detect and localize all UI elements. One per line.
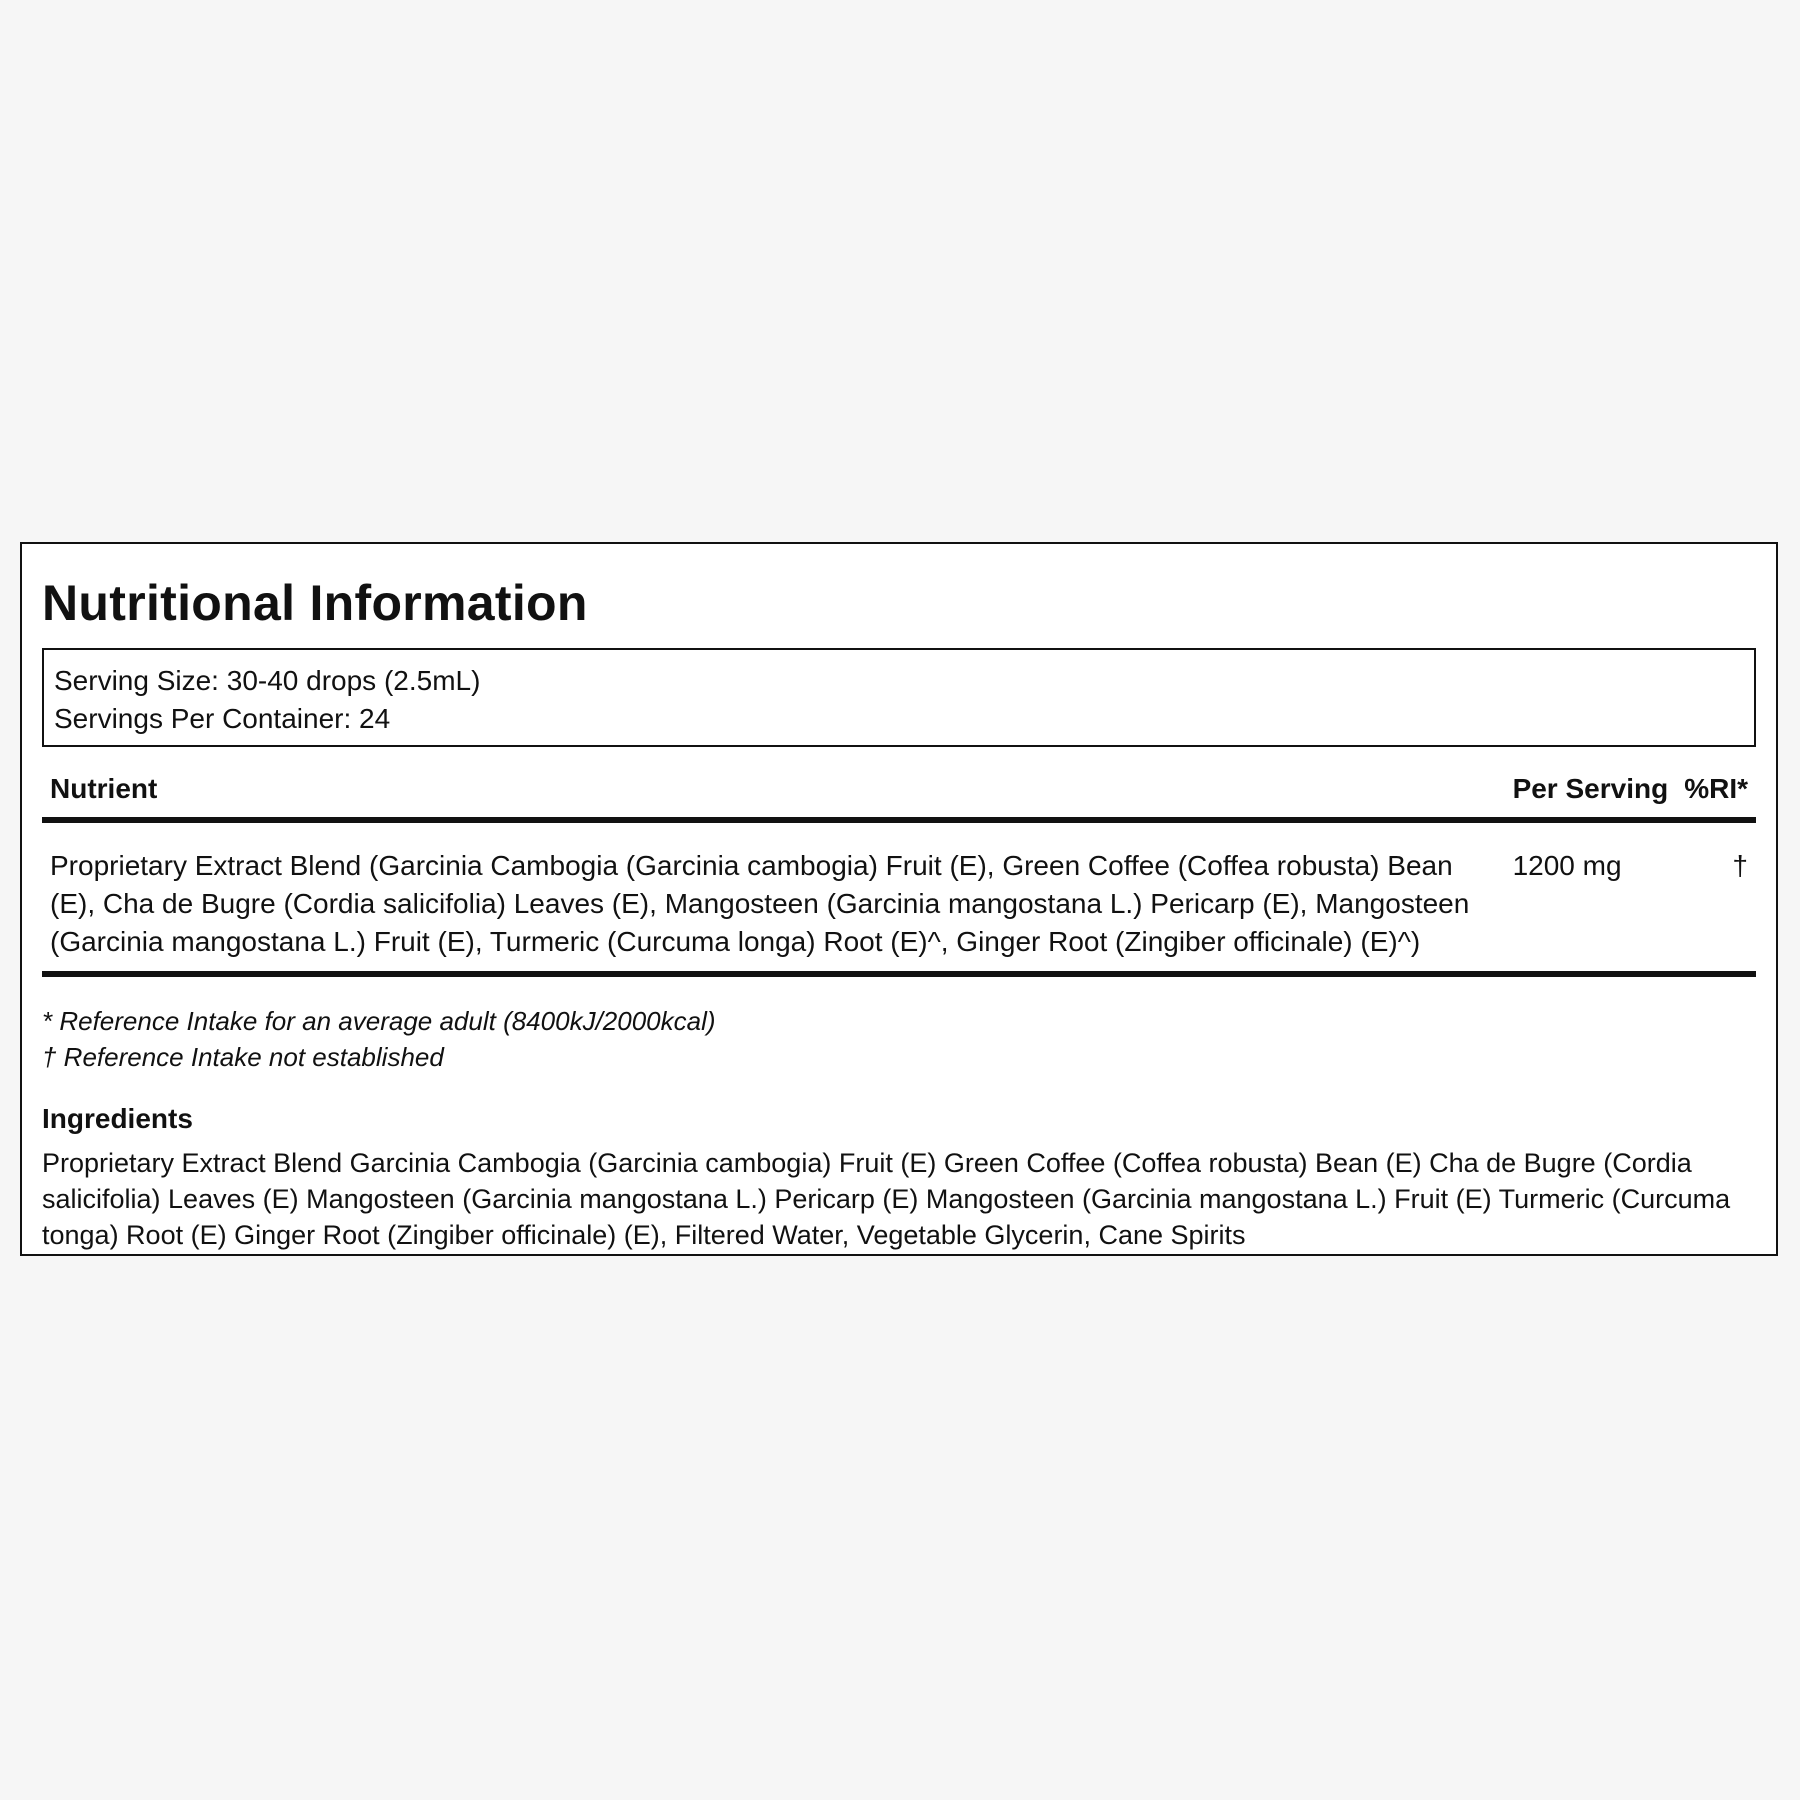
- ri-cell: †: [1676, 820, 1756, 974]
- serving-info-box: [42, 648, 1756, 747]
- footnote-not-established: † Reference Intake not established: [42, 1042, 444, 1072]
- nutrition-panel: [20, 542, 1778, 1256]
- servings-per-container: Servings Per Container: 24: [54, 703, 391, 734]
- footnote-reference-intake: * Reference Intake for an average adult (8400kJ/2000kcal): [42, 1006, 716, 1036]
- ingredients-heading: Ingredients: [42, 1103, 193, 1134]
- serving-size: Serving Size: 30-40 drops (2.5mL): [54, 665, 481, 696]
- footnotes: [42, 1003, 1756, 1075]
- nutrient-name-cell: Proprietary Extract Blend (Garcinia Cambogia (Garcinia cambogia) Fruit (E), Green Coffee (Coffea robusta) Bean (E), Cha de Bugre (Cordia salicifolia) Leaves (E), Mangosteen (Garcinia mangostana L.) Pericarp (E), Mangosteen (Garcinia mangostana L.) Fruit (E), Turmeric (Curcuma longa) Root (E)^, Ginger Root (Zingiber officinale) (E)^): [42, 820, 1505, 974]
- nutrient-column-header: Nutrient: [42, 771, 1505, 820]
- panel-title: Nutritional Information: [42, 575, 588, 631]
- table-row: [42, 820, 1756, 974]
- table-header-row: [42, 771, 1756, 820]
- nutrient-table: [42, 771, 1756, 977]
- ingredients-text: Proprietary Extract Blend Garcinia Cambogia (Garcinia cambogia) Fruit (E) Green Coffee (Coffea robusta) Bean (E) Cha de Bugre (Cordia salicifolia) Leaves (E) Mangosteen (Garcinia mangostana L.) Pericarp (E) Mangosteen (Garcinia mangostana L.) Fruit (E) Turmeric (Curcuma tonga) Root (E) Ginger Root (Zingiber officinale) (E), Filtered Water, Vegetable Glycerin, Cane Spirits: [42, 1148, 1731, 1250]
- ri-column-header: %RI*: [1676, 771, 1756, 820]
- per-serving-column-header: Per Serving: [1505, 771, 1677, 820]
- per-serving-cell: 1200 mg: [1505, 820, 1677, 974]
